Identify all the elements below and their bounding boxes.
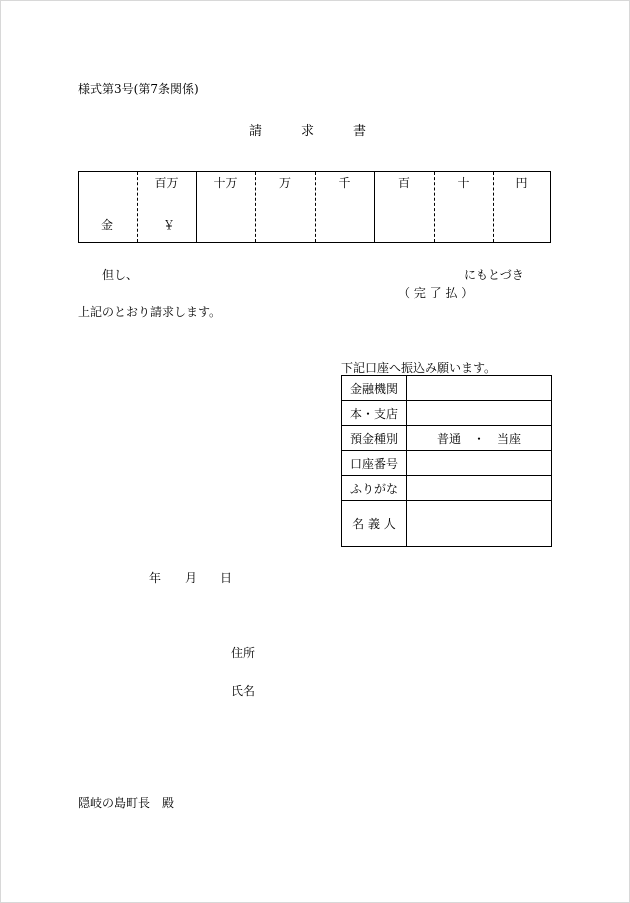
divider-dashed (434, 172, 435, 242)
bank-value-furigana[interactable] (407, 476, 551, 500)
bank-value-account-number[interactable] (407, 451, 551, 475)
amount-column-yen (493, 172, 550, 242)
bank-label-furigana: ふりがな (342, 476, 407, 500)
amount-column-hundred-thousands (196, 172, 255, 242)
date-year-label: 年 (149, 571, 162, 585)
column-label-yen: 円 (515, 176, 528, 190)
date-month-label: 月 (185, 571, 198, 585)
bank-value-branch[interactable] (407, 401, 551, 425)
amount-column-millions (137, 172, 196, 242)
column-label-millions: 百万 (154, 176, 179, 190)
date-day-label: 日 (220, 571, 233, 585)
bank-heading: 下記口座へ振込み願います。 (341, 361, 497, 375)
bank-row-furigana (342, 476, 551, 501)
divider-solid (374, 172, 375, 242)
document-title: 請 求 書 (249, 124, 367, 139)
bank-label-institution: 金融機関 (342, 376, 407, 400)
name-label: 氏名 (231, 684, 256, 698)
column-label-ten-thousands: 万 (278, 176, 291, 190)
bank-row-holder (342, 501, 551, 546)
address-label: 住所 (231, 646, 256, 660)
bank-value-holder[interactable] (407, 501, 551, 546)
bank-label-branch: 本・支店 (342, 401, 407, 425)
divider-solid (196, 172, 197, 242)
yen-symbol: ￥ (163, 218, 176, 232)
bank-account-table (341, 375, 552, 547)
addressee: 隠岐の島町長 殿 (78, 796, 175, 810)
divider-dashed (255, 172, 256, 242)
divider-dashed (137, 172, 138, 242)
proviso-prefix: 但し、 (102, 268, 139, 282)
bank-label-account-number: 口座番号 (342, 451, 407, 475)
amount-column-hundreds (374, 172, 434, 242)
bank-value-account-type[interactable]: 普通 ・ 当座 (436, 431, 521, 446)
amount-table (78, 171, 551, 243)
bank-row-account-number (342, 451, 551, 476)
kin-label: 金 (101, 218, 114, 232)
amount-column-thousands (315, 172, 374, 242)
column-label-hundreds: 百 (397, 176, 410, 190)
claim-statement: 上記のとおり請求します。 (78, 305, 222, 319)
proviso-status: （ 完 了 払 ） (398, 286, 474, 300)
bank-label-holder: 名 義 人 (342, 501, 407, 546)
form-number: 様式第3号(第7条関係) (78, 82, 199, 96)
amount-column-tens (434, 172, 493, 242)
column-label-hundred-thousands: 十万 (213, 176, 238, 190)
amount-column-ten-thousands (255, 172, 315, 242)
column-label-thousands: 千 (338, 176, 351, 190)
bank-value-institution[interactable] (407, 376, 551, 400)
column-label-tens: 十 (457, 176, 470, 190)
divider-dashed (315, 172, 316, 242)
divider-dashed (493, 172, 494, 242)
bank-row-account-type (342, 426, 551, 451)
bank-row-branch (342, 401, 551, 426)
proviso-suffix: にもとづき (464, 268, 524, 282)
bank-label-account-type: 預金種別 (342, 426, 407, 450)
bank-row-institution (342, 376, 551, 401)
